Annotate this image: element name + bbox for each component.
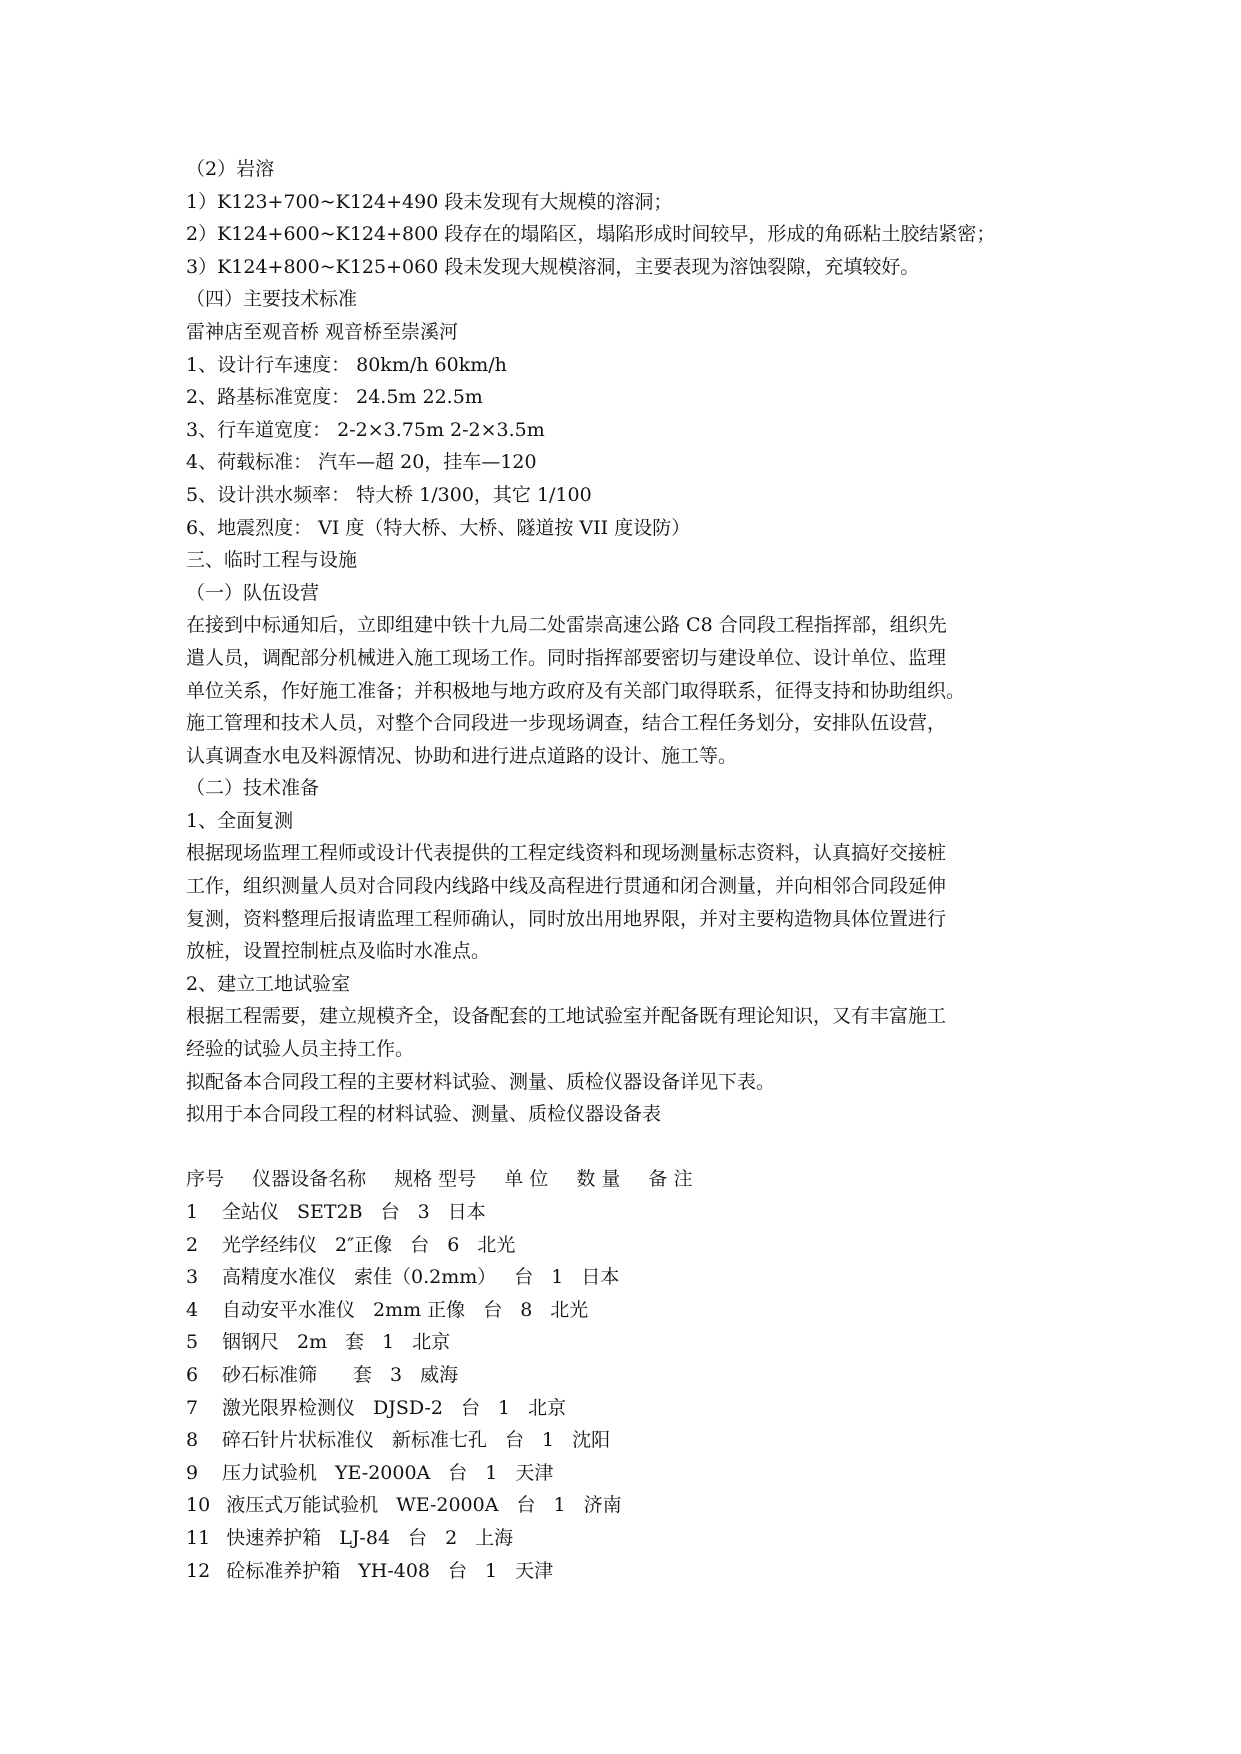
table-row [186,1555,1086,1588]
header-cell: 备 注 [648,1168,693,1191]
table-caption: 拟用于本合同段工程的材料试验、测量、质检仪器设备表 [186,1103,662,1126]
table-cell: 台 [505,1429,525,1452]
text-line: 施工管理和技术人员，对整个合同段进一步现场调查，结合工程任务划分，安排队伍设营， [186,712,947,735]
text-line: 1、设计行车速度： 80km/h 60km/h [186,353,507,376]
table-cell: 全站仪 [222,1201,280,1223]
text-line: 经验的试验人员主持工作。 [186,1038,415,1061]
document-page [186,153,1086,1587]
table-cell: 1 [542,1429,555,1452]
table-cell: 天津 [515,1559,554,1582]
text-line: 3、行车道宽度： 2-2×3.75m 2-2×3.5m [186,418,545,441]
table-cell: 1 [553,1494,566,1517]
text-line: 拟配备本合同段工程的主要材料试验、测量、质检仪器设备详见下表。 [186,1070,776,1093]
text-line: 5、设计洪水频率： 特大桥 1/300，其它 1/100 [186,483,592,506]
table-cell: 台 [483,1298,503,1321]
table-cell: SET2B [297,1201,363,1223]
table-cell: LJ-84 [339,1526,391,1549]
body-text [186,153,1086,1131]
table-cell: 2m [297,1331,328,1354]
table-cell: 北光 [550,1298,589,1321]
table-cell: 6 [186,1363,199,1386]
table-cell: 1 [382,1331,395,1354]
table-row [186,1424,1086,1457]
table-cell: 日本 [447,1201,486,1223]
section-heading: 三、临时工程与设施 [186,549,358,572]
text-line: 单位关系，作好施工准备；并积极地与地方政府及有关部门取得联系，征得支持和协助组织。 [186,679,966,702]
table-cell: 台 [448,1559,468,1582]
table-cell: 威海 [420,1363,459,1386]
table-cell: 3 [390,1363,403,1386]
table-body [186,1196,1086,1587]
table-cell: 台 [448,1461,468,1484]
table-cell: 激光限界检测仪 [222,1396,356,1419]
table-cell: 套 [345,1331,365,1354]
table-cell: 2 [445,1526,458,1549]
table-cell: 套 [353,1363,373,1386]
table-cell: 北京 [528,1396,567,1419]
table-cell: 1 [485,1559,498,1582]
table-cell: 8 [520,1298,533,1321]
table-cell: 台 [410,1233,430,1256]
text-line: 根据工程需要，建立规模齐全，设备配套的工地试验室并配备既有理论知识，又有丰富施工 [186,1005,947,1028]
table-cell: 1 [485,1461,498,1484]
header-cell: 单 位 [504,1168,549,1191]
table-cell: 11 [186,1526,211,1549]
text-line: 根据现场监理工程师或设计代表提供的工程定线资料和现场测量标志资料，认真搞好交接桩 [186,842,947,865]
section-heading: （一）队伍设营 [186,581,320,604]
table-row [186,1326,1086,1359]
text-line: 2、建立工地试验室 [186,972,351,995]
table-cell: 济南 [583,1494,622,1517]
table-cell: 6 [447,1233,460,1256]
table-cell: 2″正像 [335,1233,393,1256]
equipment-table [186,1163,1086,1587]
table-header-row [186,1163,1086,1196]
table-row [186,1294,1086,1327]
table-cell: 高精度水准仪 [222,1266,337,1289]
table-cell: 光学经纬仪 [222,1233,318,1256]
table-cell: 10 [186,1494,211,1517]
text-line: 1、全面复测 [186,809,294,832]
text-line: 认真调查水电及料源情况、协助和进行进点道路的设计、施工等。 [186,744,738,767]
section-heading: （四）主要技术标准 [186,288,358,311]
table-cell: DJSD-2 [373,1396,443,1419]
text-line: 放桩，设置控制桩点及临时水准点。 [186,940,491,963]
table-row [186,1359,1086,1392]
table-cell: 台 [516,1494,536,1517]
text-line: （2）岩溶 [186,158,275,180]
text-line: 6、地震烈度： VI 度（特大桥、大桥、隧道按 VII 度设防） [186,516,691,539]
header-cell: 数 量 [576,1168,621,1191]
table-cell: 铟钢尺 [222,1331,280,1354]
text-line: 3）K124+800~K125+060 段未发现大规模溶洞，主要表现为溶蚀裂隙，充填较好。 [186,255,920,278]
table-row [186,1261,1086,1294]
table-cell: 自动安平水准仪 [222,1298,356,1321]
table-cell: WE-2000A [396,1494,499,1517]
table-row [186,1196,1086,1229]
table-cell: 3 [186,1266,199,1289]
table-cell: 1 [498,1396,511,1419]
header-cell: 仪器设备名称 [252,1168,367,1191]
table-cell: 1 [551,1266,564,1289]
text-line: 工作，组织测量人员对合同段内线路中线及高程进行贯通和闭合测量，并向相邻合同段延伸 [186,875,947,898]
table-cell: 快速养护箱 [226,1526,322,1549]
table-cell: 北京 [412,1331,451,1354]
table-row [186,1522,1086,1555]
table-row [186,1489,1086,1522]
table-cell: 7 [186,1396,199,1419]
table-row [186,1457,1086,1490]
table-cell: 砂石标准筛 [222,1363,318,1386]
table-cell: 液压式万能试验机 [226,1494,379,1517]
text-line: 4、荷载标准： 汽车—超 20，挂车—120 [186,451,537,474]
table-cell: 8 [186,1429,199,1452]
table-cell: 日本 [581,1266,620,1289]
table-cell: 上海 [475,1526,514,1549]
table-cell: YH-408 [358,1559,431,1582]
table-cell: 沈阳 [572,1429,611,1452]
table-cell: 台 [460,1396,480,1419]
section-heading: （二）技术准备 [186,777,320,800]
table-cell: 台 [380,1201,400,1223]
table-cell: 9 [186,1461,199,1484]
table-cell: 2 [186,1233,199,1256]
table-cell: 压力试验机 [222,1461,318,1484]
text-line: 遣人员，调配部分机械进入施工现场工作。同时指挥部要密切与建设单位、设计单位、监理 [186,646,947,669]
text-line: 2、路基标准宽度： 24.5m 22.5m [186,386,483,409]
table-cell: 5 [186,1331,199,1354]
table-cell: 碎石针片状标准仪 [222,1429,375,1452]
table-row [186,1392,1086,1425]
header-cell: 序号 [186,1168,225,1191]
table-cell: 砼标准养护箱 [226,1559,341,1582]
table-cell: 1 [186,1201,199,1223]
table-cell: 12 [186,1559,211,1582]
table-cell: YE-2000A [335,1461,431,1484]
table-cell: 4 [186,1298,199,1321]
text-line: 雷神店至观音桥 观音桥至崇溪河 [186,320,459,343]
text-line: 2）K124+600~K124+800 段存在的塌陷区，塌陷形成时间较早，形成的角砾粘土胶结紧密； [186,223,996,246]
table-cell: 天津 [515,1461,554,1484]
table-cell: 台 [408,1526,428,1549]
text-line: 1）K123+700~K124+490 段未发现有大规模的溶洞； [186,190,673,213]
table-cell: 新标准七孔 [392,1429,488,1452]
table-cell: 台 [514,1266,534,1289]
table-row [186,1229,1086,1262]
table-cell: 索佳（0.2mm） [354,1266,497,1289]
text-line: 在接到中标通知后，立即组建中铁十九局二处雷崇高速公路 C8 合同段工程指挥部，组织先 [186,614,947,637]
table-cell: 北光 [477,1233,516,1256]
table-cell: 3 [417,1201,430,1223]
table-cell: 2mm 正像 [373,1298,466,1321]
text-line: 复测，资料整理后报请监理工程师确认，同时放出用地界限，并对主要构造物具体位置进行 [186,907,947,930]
header-cell: 规格 型号 [394,1168,477,1191]
blank-line [186,1131,1086,1164]
